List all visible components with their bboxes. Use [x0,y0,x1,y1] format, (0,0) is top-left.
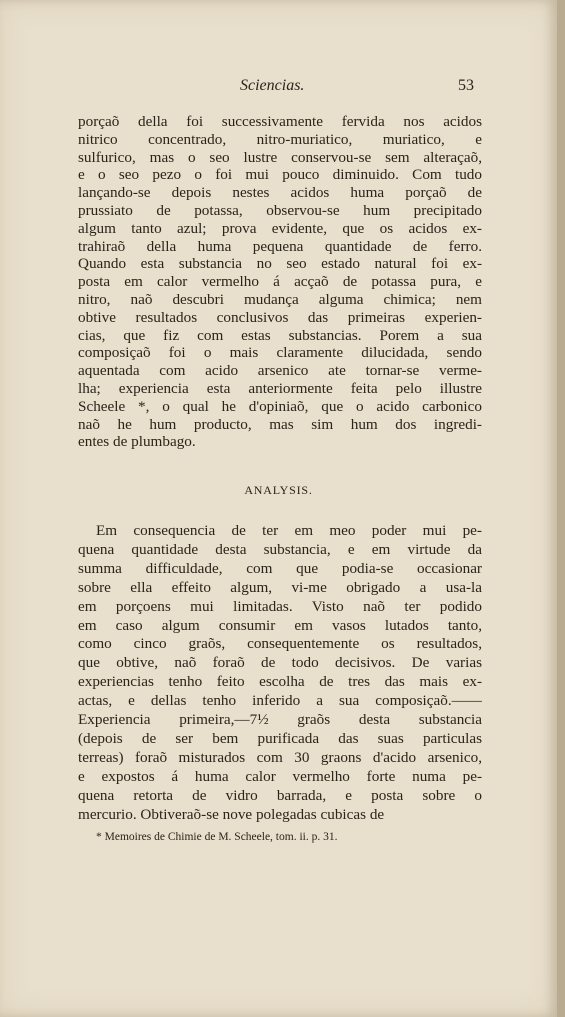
text-line: em porçoens mui limitadas. Visto naõ ter podido [78,597,482,615]
text-line: summa difficuldade, com que podia-se occasionar [78,559,482,577]
text-line: como cinco graõs, consequentemente os resultados, [78,635,482,653]
text-line: actas, e dellas tenho inferido a sua composiçaõ.—— [78,692,482,710]
section-heading: ANALYSIS. [244,483,313,497]
text-line: lançando-se depois nestes acidos huma porçaõ de [78,184,482,202]
text-line: sulfurico, mas o seo lustre conservou-se sem alteraçaõ, [78,148,482,166]
text-line: (depois de ser bem purificada das suas particulas [78,729,482,747]
text-line: mercurio. Obtiveraõ-se nove polegadas cubicas de [78,805,385,823]
text-line: e o seo pezo o foi mui pouco diminuido. Com tudo [78,166,482,184]
text-line: posta em calor vermelho á acçaõ de potassa pura, e [78,273,482,291]
text-line: sobre ella effeito algum, vi-me obrigado a usa-la [78,578,482,596]
text-line: porçaõ della foi successivamente fervida nos acidos [78,113,482,130]
text-line: trahiraõ della huma pequena quantidade de ferro. [78,237,482,255]
text-line: Experiencia primeira,—7½ graõs desta substancia [78,711,482,729]
text-line: lha; experiencia esta anteriormente feita pelo illustre [78,379,482,397]
page-number: 53 [458,77,474,94]
text-line: nitrico concentrado, nitro-muriatico, muriatico, e [78,130,482,148]
text-line: terreas) foraõ misturados com 30 graons d'acido arsenico, [78,748,482,766]
text-line: experiencias tenho feito escolha de tres das mais ex- [78,673,482,691]
text-line: Em consequencia de ter em meo poder mui pe- [96,522,482,539]
text-line: composiçaõ foi o mais claramente dilucidada, sendo [78,344,482,362]
page-edge [557,0,565,1017]
text-line: Scheele *, o qual he d'opiniaõ, que o acido carbonico [78,397,482,415]
text-line: e expostos á huma calor vermelho forte numa pe- [78,767,482,785]
text-line: que obtive, naõ foraõ de todo decisivos. De varias [78,654,482,672]
text-line: Quando esta substancia no seo estado natural foi ex- [78,255,482,273]
footnote: * Memoires de Chimie de M. Scheele, tom. ii. p. 31. [96,831,338,843]
text-line: quena retorta de vidro barrada, e posta sobre o [78,786,482,804]
paragraph-continuation [78,113,482,451]
paragraph-analysis [78,522,482,825]
text-line: entes de plumbago. [78,433,196,451]
text-line: algum tanto azul; prova evidente, que os acidos ex- [78,219,482,237]
text-line: em caso algum consumir em vasos lutados tanto, [78,616,482,634]
text-line: naõ he hum producto, mas sim hum dos ingredi- [78,415,482,433]
text-line: aquentada com acido arsenico ate tornar-se verme- [78,362,482,380]
running-head [0,77,557,99]
text-line: quena quantidade desta substancia, e em virtude da [78,540,482,558]
running-title: Sciencias. [240,77,305,94]
text-line: obtive resultados conclusivos das primeiras experien- [78,308,482,326]
text-line: cias, que fiz com estas substancias. Porem a sua [78,326,482,344]
text-line: prussiato de potassa, observou-se hum precipitado [78,201,482,219]
text-line: nitro, naõ descubri mudança alguma chimica; nem [78,290,482,308]
